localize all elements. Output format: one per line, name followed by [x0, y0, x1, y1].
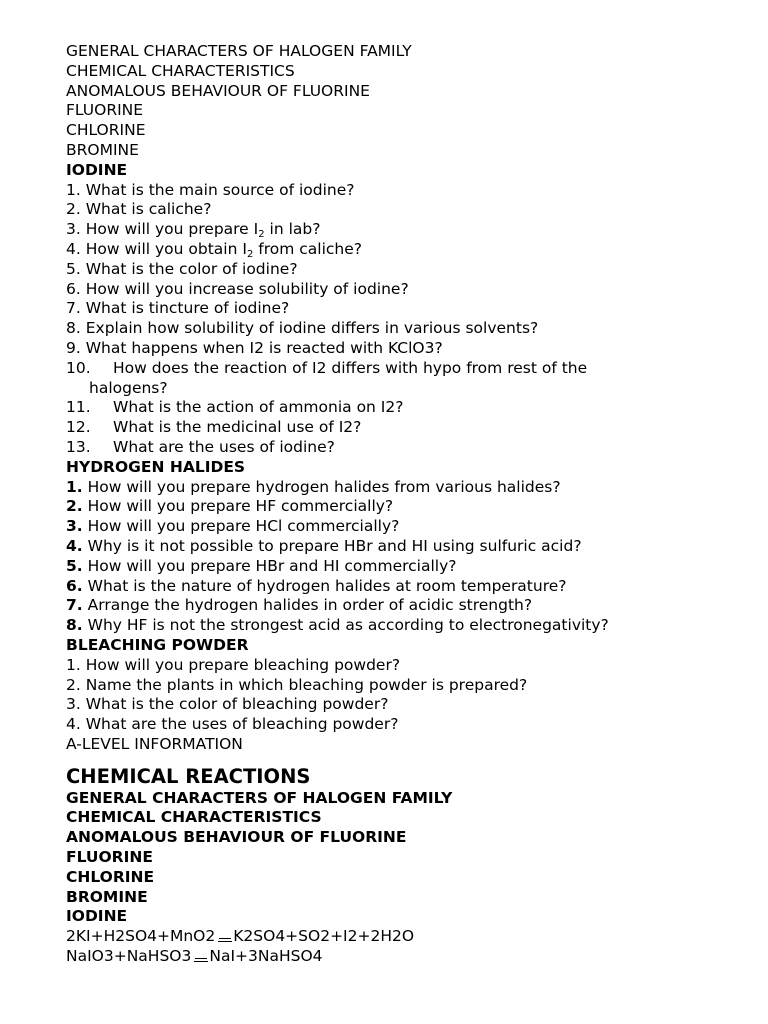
question-text: How will you prepare I: [85, 220, 259, 239]
iodine-question-13: [66, 438, 702, 458]
question-text: Why is it not possible to prepare HBr and HI using sulfuric acid?: [87, 536, 582, 555]
bleaching-question-2: [66, 676, 702, 696]
toc-item-anomalous-behaviour: ANOMALOUS BEHAVIOUR OF FLUORINE: [66, 81, 370, 100]
toc-item-fluorine: FLUORINE: [66, 101, 144, 120]
question-text: How will you prepare HF commercially?: [87, 497, 394, 516]
question-text: What is the color of bleaching powder?: [85, 695, 389, 714]
reaction-arrow-icon: [218, 931, 232, 942]
question-text-end: in lab?: [264, 220, 321, 239]
question-number: 3.: [66, 695, 81, 714]
question-number: 1.: [66, 180, 81, 199]
question-text: Explain how solubility of iodine differs in various solvents?: [85, 319, 539, 338]
iodine-question-3: [66, 220, 702, 240]
hydrogen-halides-heading: HYDROGEN HALIDES: [66, 457, 246, 476]
toc-item-bromine: BROMINE: [66, 140, 139, 159]
iodine-question-5: [66, 260, 702, 280]
reactants: 2KI+H2SO4+MnO2: [66, 927, 216, 946]
question-number: 1.: [66, 655, 81, 674]
question-number: 5.: [66, 556, 83, 575]
question-number: 7.: [66, 299, 81, 318]
iodine-question-11: [66, 398, 702, 418]
bleaching-powder-section: [66, 636, 702, 735]
halides-question-3: [66, 517, 702, 537]
question-number: 6.: [66, 576, 83, 595]
question-number: 12.: [66, 418, 91, 437]
question-text: What is the action of ammonia on I2?: [113, 398, 404, 417]
bleaching-question-3: [66, 695, 702, 715]
bleaching-question-1: [66, 656, 702, 676]
question-text: How will you prepare HBr and HI commercially?: [87, 556, 457, 575]
chemical-reactions-heading: CHEMICAL REACTIONS: [66, 764, 311, 788]
reactions-toc-chemical-characteristics: CHEMICAL CHARACTERISTICS: [66, 808, 322, 827]
question-number: 8.: [66, 616, 83, 635]
iodine-heading: IODINE: [66, 160, 128, 179]
reaction-equation-2: [66, 947, 702, 967]
question-text-end: from caliche?: [253, 239, 362, 258]
iodine-question-10: [66, 359, 702, 379]
question-text: What happens when I2 is reacted with KClO3?: [85, 338, 443, 357]
question-number: 3.: [66, 220, 81, 239]
iodine-question-10-continued: halogens?: [89, 378, 168, 397]
bleaching-question-4: [66, 715, 702, 735]
reactants: NaIO3+NaHSO3: [66, 947, 192, 966]
question-number: 3.: [66, 517, 83, 536]
question-number: 2.: [66, 200, 81, 219]
chemical-reactions-section: [66, 765, 702, 967]
toc-item-chlorine: CHLORINE: [66, 121, 146, 140]
question-text: How does the reaction of I2 differs with hypo from rest of the: [113, 358, 588, 377]
question-number: 5.: [66, 259, 81, 278]
reactions-toc-general-characters: GENERAL CHARACTERS OF HALOGEN FAMILY: [66, 788, 453, 807]
question-text: How will you increase solubility of iodine?: [85, 279, 409, 298]
iodine-question-12: [66, 418, 702, 438]
question-text: What is the nature of hydrogen halides at room temperature?: [87, 576, 567, 595]
question-number: 13.: [66, 437, 91, 456]
question-number: 4.: [66, 536, 83, 555]
question-text: What are the uses of iodine?: [113, 437, 335, 456]
bleaching-powder-heading: BLEACHING POWDER: [66, 635, 249, 654]
question-text: How will you prepare hydrogen halides from various halides?: [87, 477, 561, 496]
question-text: How will you prepare bleaching powder?: [85, 655, 401, 674]
question-number: 8.: [66, 319, 81, 338]
question-text: What is the color of iodine?: [85, 259, 298, 278]
question-number: 6.: [66, 279, 81, 298]
reaction-equation-1: [66, 927, 702, 947]
question-text: How will you obtain I: [85, 239, 247, 258]
iodine-section: [66, 161, 702, 458]
reactions-toc-bromine: BROMINE: [66, 887, 148, 906]
question-number: 9.: [66, 338, 81, 357]
question-number: 4.: [66, 239, 81, 258]
iodine-question-7: [66, 299, 702, 319]
question-number: 11.: [66, 398, 91, 417]
question-text: What is tincture of iodine?: [85, 299, 290, 318]
halides-question-4: [66, 537, 702, 557]
question-text: What is the medicinal use of I2?: [113, 418, 362, 437]
subscript: 2: [258, 229, 265, 241]
question-number: 7.: [66, 596, 83, 615]
reactions-toc-chlorine: CHLORINE: [66, 867, 155, 886]
question-number: 4.: [66, 715, 81, 734]
toc-item-general-characters: GENERAL CHARACTERS OF HALOGEN FAMILY: [66, 42, 412, 60]
question-number: 10.: [66, 358, 91, 377]
halides-question-2: [66, 497, 702, 517]
halides-question-7: [66, 596, 702, 616]
question-text: Why HF is not the strongest acid as according to electronegativity?: [87, 616, 609, 635]
iodine-question-1: [66, 181, 702, 201]
reaction-arrow-icon: [194, 951, 208, 962]
reactions-toc-iodine: IODINE: [66, 907, 128, 926]
question-text: Arrange the hydrogen halides in order of acidic strength?: [87, 596, 533, 615]
reactions-toc-anomalous-behaviour: ANOMALOUS BEHAVIOUR OF FLUORINE: [66, 828, 407, 847]
products: K2SO4+SO2+I2+2H2O: [233, 927, 415, 946]
reactions-toc-fluorine: FLUORINE: [66, 848, 153, 867]
products: NaI+3NaHSO4: [209, 947, 323, 966]
question-number: 2.: [66, 497, 83, 516]
question-text: Name the plants in which bleaching powder is prepared?: [85, 675, 528, 694]
hydrogen-halides-section: [66, 458, 702, 636]
halides-question-6: [66, 577, 702, 597]
iodine-question-2: [66, 200, 702, 220]
iodine-question-8: [66, 319, 702, 339]
iodine-question-4: [66, 240, 702, 260]
question-text: What are the uses of bleaching powder?: [85, 715, 399, 734]
iodine-question-9: [66, 339, 702, 359]
question-number: 2.: [66, 675, 81, 694]
halides-question-1: [66, 478, 702, 498]
iodine-question-6: [66, 280, 702, 300]
question-text: How will you prepare HCl commercially?: [87, 517, 400, 536]
question-text: What is the main source of iodine?: [85, 180, 355, 199]
subscript: 2: [246, 248, 254, 260]
halides-question-8: [66, 616, 702, 636]
toc-item-chemical-characteristics: CHEMICAL CHARACTERISTICS: [66, 61, 295, 80]
halides-question-5: [66, 557, 702, 577]
question-text: What is caliche?: [85, 200, 212, 219]
a-level-information: A-LEVEL INFORMATION: [66, 734, 243, 753]
question-number: 1.: [66, 477, 83, 496]
toc-section: [66, 42, 702, 161]
